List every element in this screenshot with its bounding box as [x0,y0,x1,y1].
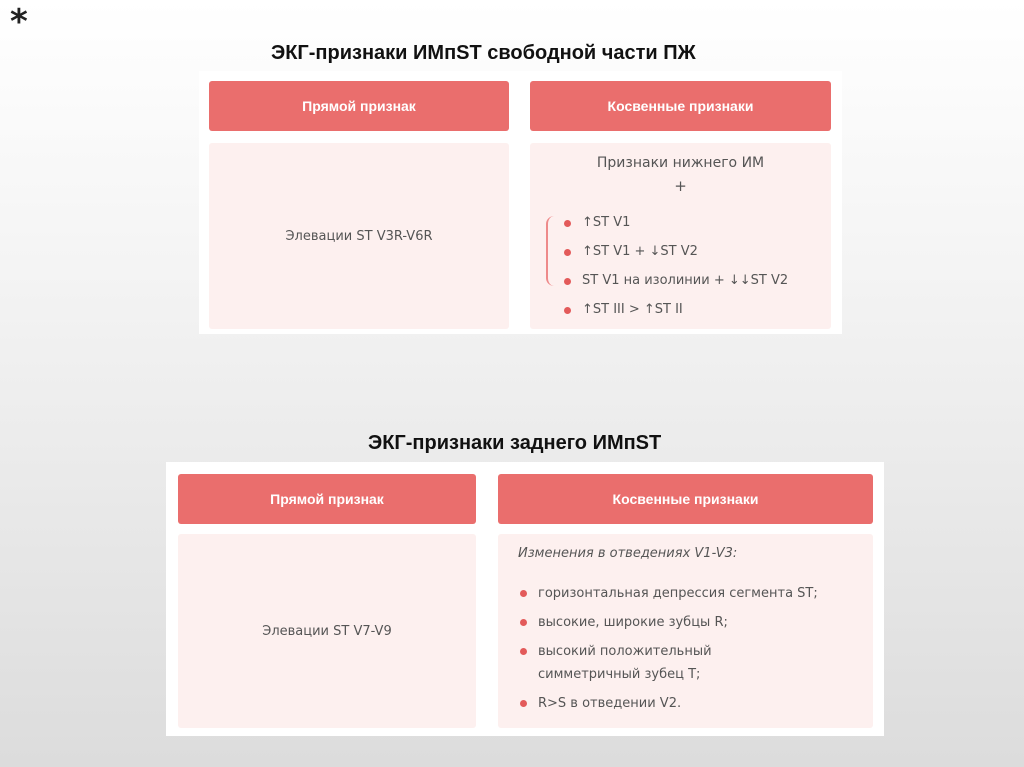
bullet-icon [520,619,527,626]
list-item [564,244,788,273]
section1-title: ЭКГ-признаки ИМпST свободной части ПЖ [271,42,696,64]
inferior-mi-label: Признаки нижнего ИМ [596,155,765,171]
direct-sign-text: Элевации ST V3R-V6R [285,228,433,244]
bullet-icon [564,307,571,314]
list-item [520,692,818,715]
list-item-text: высокий положительный симметричный зубец T; [538,644,712,682]
list-item [564,302,788,331]
list-item [520,611,818,634]
list-item-text: высокие, широкие зубцы R; [538,615,728,630]
plus-sign: + [674,177,687,195]
bullet-icon [520,648,527,655]
slide-asterisk: * [10,2,28,42]
list-item-text: ST V1 на изолинии + ↓↓ST V2 [582,273,789,288]
bullet-icon [564,249,571,256]
list-item-text: ↑ST V1 [582,215,631,230]
indirect-signs-list [564,215,788,331]
direct-sign-cell [209,143,509,329]
list-item [520,582,818,605]
indirect-signs-cell [530,143,831,329]
rv-infarction-table [199,71,842,334]
curly-brace-icon [546,216,556,286]
list-item [564,273,788,302]
bullet-icon [520,590,527,597]
bullet-icon [564,220,571,227]
list-item-text: горизонтальная депрессия сегмента ST; [538,586,818,601]
bullet-icon [520,700,527,707]
indirect-signs-header: Косвенные признаки [498,474,873,524]
list-item [520,640,818,686]
indirect-signs-list [520,582,818,721]
list-item-text: ↑ST III > ↑ST II [582,302,683,317]
list-item-text: ↑ST V1 + ↓ST V2 [582,244,698,259]
bullet-icon [564,278,571,285]
indirect-signs-header: Косвенные признаки [530,81,831,131]
leads-subtitle: Изменения в отведениях V1-V3: [518,546,738,561]
direct-sign-header: Прямой признак [209,81,509,131]
direct-sign-cell [178,534,476,728]
posterior-infarction-table [166,462,884,736]
indirect-signs-cell [498,534,873,728]
list-item-text: R>S в отведении V2. [538,696,682,711]
list-item [564,215,788,244]
direct-sign-header: Прямой признак [178,474,476,524]
section2-title: ЭКГ-признаки заднего ИМпST [368,432,662,454]
direct-sign-text: Элевации ST V7-V9 [262,623,392,639]
